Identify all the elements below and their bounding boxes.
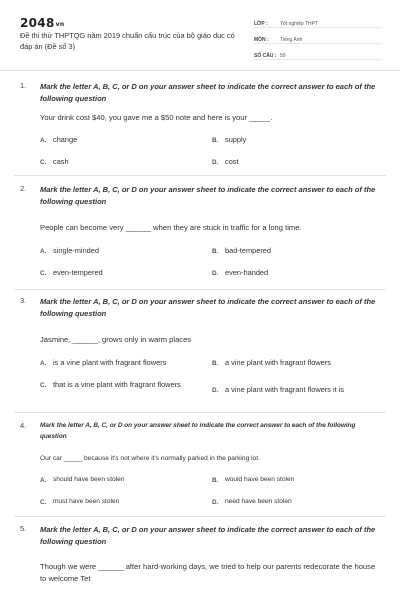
option-d[interactable] (212, 385, 382, 395)
question-stem: Your drink cost $40, you gave me a $50 note and here is your _____. (40, 113, 273, 122)
option-text: cost (225, 157, 239, 166)
option-b[interactable] (212, 358, 382, 368)
option-text: single-minded (53, 246, 100, 255)
meta-row-subject (254, 30, 382, 44)
question-stem: Though we were ______ after hard-working days, we tried to help our parents redecorate the house to welcome Tet (40, 562, 376, 583)
option-text: a vine plant with fragrant flowers (225, 358, 331, 367)
question-stem: People can become very ______ when they are stuck in traffic for a long time. (40, 223, 302, 232)
option-text: a vine plant with fragrant flowers it is (225, 385, 345, 394)
question-number: 4. (20, 421, 27, 430)
option-letter: C. (40, 158, 47, 166)
option-b[interactable] (212, 475, 382, 485)
meta-row-class (254, 14, 382, 28)
question-number: 1. (20, 81, 27, 90)
option-letter: B. (212, 136, 219, 144)
question-stem: Jasmine, ______, grows only in warm places (40, 335, 192, 344)
meta-value: Tiếng Anh (280, 37, 303, 43)
option-text: supply (225, 135, 247, 144)
option-letter: D. (212, 269, 219, 277)
question-divider (14, 412, 386, 413)
option-a[interactable] (40, 246, 210, 256)
option-text: bad-tempered (225, 246, 272, 255)
question-instruction: Mark the letter A, B, C, or D on your answer sheet to indicate the correct answer to each of the following question (40, 185, 376, 206)
option-letter: A. (40, 247, 47, 255)
option-letter: D. (212, 498, 219, 506)
question-number: 3. (20, 296, 27, 305)
exam-header (0, 0, 400, 71)
meta-row-count (254, 46, 382, 60)
meta-value: Tốt nghiệp THPT (280, 21, 318, 27)
option-text: must have been stolen (53, 498, 120, 505)
option-letter: B. (212, 476, 219, 484)
option-letter: C. (40, 269, 47, 277)
meta-label: MÔN : (254, 37, 269, 43)
option-a[interactable] (40, 135, 210, 145)
option-c[interactable] (40, 157, 210, 167)
option-text: change (53, 135, 78, 144)
option-text: would have been stolen (225, 476, 295, 483)
meta-label: LỚP : (254, 21, 268, 27)
logo-text: 2048 (20, 16, 55, 30)
question-instruction: Mark the letter A, B, C, or D on your answer sheet to indicate the correct answer to each of the following question (40, 422, 356, 440)
option-c[interactable] (40, 497, 210, 507)
option-letter: D. (212, 158, 219, 166)
option-text: even-handed (225, 268, 269, 277)
option-c[interactable] (40, 380, 190, 390)
option-text: is a vine plant with fragrant flowers (53, 358, 167, 367)
question-instruction: Mark the letter A, B, C, or D on your answer sheet to indicate the correct answer to each of the following question (40, 297, 376, 318)
option-c[interactable] (40, 268, 210, 278)
option-d[interactable] (212, 497, 382, 507)
question-number: 2. (20, 184, 27, 193)
option-text: that is a vine plant with fragrant flowers (53, 380, 181, 389)
question-instruction: Mark the letter A, B, C, or D on your answer sheet to indicate the correct answer to each of the following question (40, 82, 376, 103)
option-text: should have been stolen (53, 476, 125, 483)
option-text: cash (53, 157, 69, 166)
logo-suffix: vn (55, 21, 65, 28)
option-letter: C. (40, 498, 47, 506)
option-letter: A. (40, 476, 47, 484)
option-a[interactable] (40, 475, 210, 485)
question-stem: Our car _____ because it's not where it's normally parked in the parking lot. (40, 455, 260, 462)
question-number: 5. (20, 524, 27, 533)
option-a[interactable] (40, 358, 210, 368)
question-divider (14, 175, 386, 176)
question-instruction: Mark the letter A, B, C, or D on your answer sheet to indicate the correct answer to each of the following question (40, 525, 376, 546)
option-letter: B. (212, 247, 219, 255)
option-text: need have been stolen (225, 498, 292, 505)
option-letter: C. (40, 381, 47, 389)
option-text: even-tempered (53, 268, 103, 277)
option-letter: B. (212, 359, 219, 367)
question-divider (14, 289, 386, 290)
option-d[interactable] (212, 268, 382, 278)
option-letter: A. (40, 359, 47, 367)
option-d[interactable] (212, 157, 382, 167)
question-divider (14, 516, 386, 517)
meta-label: SỐ CÂU : (254, 53, 277, 59)
exam-title: Đề thi thử THPTQG năm 2019 chuẩn cấu trúc của bộ giáo dục có đáp án (Đề số 3) (20, 31, 235, 51)
option-b[interactable] (212, 135, 382, 145)
meta-value: 50 (280, 53, 286, 59)
option-letter: A. (40, 136, 47, 144)
site-logo[interactable] (20, 16, 64, 30)
exam-meta (254, 14, 382, 62)
option-letter: D. (212, 386, 219, 394)
option-b[interactable] (212, 246, 382, 256)
